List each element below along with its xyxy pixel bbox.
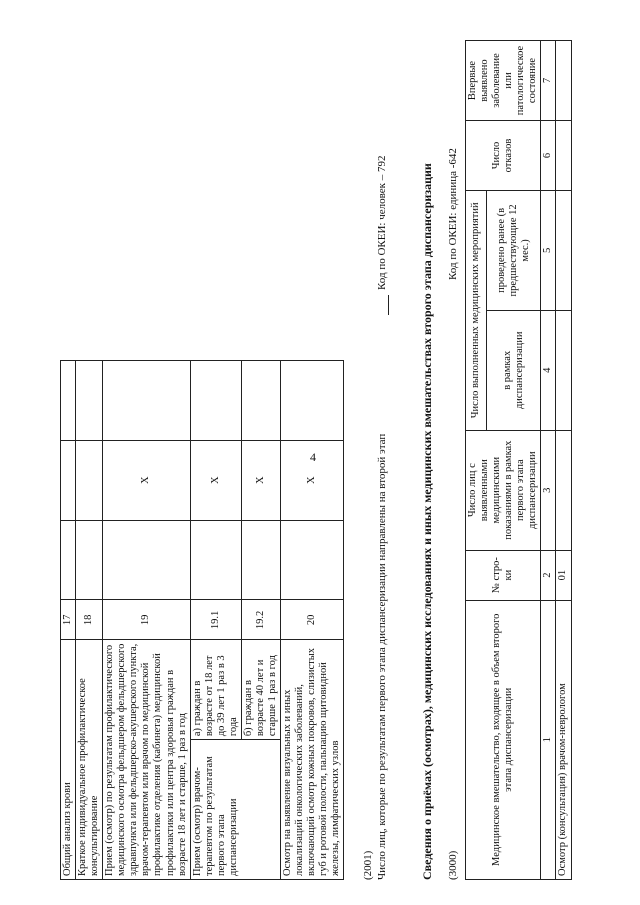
row-number: 19.1	[190, 600, 241, 640]
procedures-table	[60, 360, 344, 880]
row-name: Осмотр (консультация) врачом-неврологом	[556, 600, 571, 879]
section-3000-title: Сведения о приёмах (осмотрах), медицинских исследованиях и иных медицинских вмешательствах второго этапа диспансеризации	[420, 163, 434, 880]
header-row	[466, 41, 487, 880]
cross-mark: X	[190, 440, 241, 520]
row-name: Краткое индивидуальное профилактическое консультирование	[76, 640, 103, 880]
table-row	[61, 361, 76, 880]
header-intervention: Медицинское вмешательство, входящее в объем второго этапа диспансеризации	[466, 600, 541, 879]
cross-mark: X	[103, 440, 190, 520]
answer-blank-line[interactable]	[376, 295, 389, 315]
header-previously-done: проведено ранее (в предшествующие 12 мес.)	[486, 190, 540, 310]
column-number: 2	[541, 550, 556, 600]
cross-mark: X	[281, 440, 344, 520]
header-within-dispensary: в рамках диспансеризации	[486, 310, 540, 430]
header-refusals: Число отказов	[466, 121, 541, 191]
okei-code-persons: Код по ОКЕИ: человек – 792	[376, 155, 388, 290]
section-2001-code: (2001)	[362, 850, 374, 880]
column-number: 5	[541, 190, 556, 310]
table-row	[190, 361, 241, 880]
page-number: 4	[310, 450, 316, 464]
data-cell[interactable]	[556, 310, 571, 430]
table-row	[76, 361, 103, 880]
row-number: 17	[61, 600, 76, 640]
column-number: 1	[541, 600, 556, 879]
row-number: 19	[103, 600, 190, 640]
header-first-detected: Впервые выявлено заболевание или патологическое состояние	[466, 41, 541, 121]
row-number: 19.2	[241, 600, 280, 640]
okei-code-units: Код по ОКЕИ: единица -642	[447, 148, 459, 280]
cross-mark: X	[241, 440, 280, 520]
header-performed-group: Число выполненных медицинских мероприятий	[466, 190, 487, 430]
row-number: 01	[556, 550, 571, 600]
row-name: Общий анализ крови	[61, 640, 76, 880]
section-3000-code: (3000)	[447, 850, 459, 880]
table-row	[103, 361, 190, 880]
header-row-number: № стро-ки	[466, 550, 541, 600]
data-cell[interactable]	[556, 121, 571, 191]
data-cell[interactable]	[556, 41, 571, 121]
row-subname: б) граждан в возрасте 40 лет и старше 1 раз в год	[241, 640, 280, 740]
rotated-page-content	[40, 40, 600, 880]
row-name: Прием (осмотр) врачом-терапевтом по результатам первого этапа диспансеризации	[190, 740, 280, 880]
header-persons-indicated: Число лиц с выявленными медицинскими показаниями в рамках первого этапа диспансеризации	[466, 430, 541, 550]
column-number: 6	[541, 121, 556, 191]
data-cell[interactable]	[556, 430, 571, 550]
row-name: Осмотр на выявление визуальных и иных локализаций онкологических заболеваний, включающий осмотр кожных покровов, слизистых губ и ротовой полости, пальпацию щитовидной железы, лимфатических узлов	[281, 640, 344, 880]
row-subname: а) граждан в возрасте от 18 лет до 39 лет 1 раз в 3 года	[190, 640, 241, 740]
row-name: Прием (осмотр) по результатам профилактического медицинского осмотра фельдшером фельдшерского здравпункта или фельдшерско-акушерского пункта, врачом-терапевтом или врачом по медицинской профилактике отделения (кабинета) медицинской профилактики или центра здоровья граждан в возрасте 18 лет и старше, 1 раз в год	[103, 640, 190, 880]
row-number: 20	[281, 600, 344, 640]
section-2001-text: Число лиц, которые по результатам первого этапа диспансеризации направлены на второй этап	[376, 433, 388, 880]
column-number: 7	[541, 41, 556, 121]
row-number: 18	[76, 600, 103, 640]
table-row	[556, 41, 571, 880]
column-number: 4	[541, 310, 556, 430]
data-cell[interactable]	[556, 190, 571, 310]
table-row	[281, 361, 344, 880]
column-number-row	[541, 41, 556, 880]
second-stage-table	[465, 40, 572, 880]
column-number: 3	[541, 430, 556, 550]
